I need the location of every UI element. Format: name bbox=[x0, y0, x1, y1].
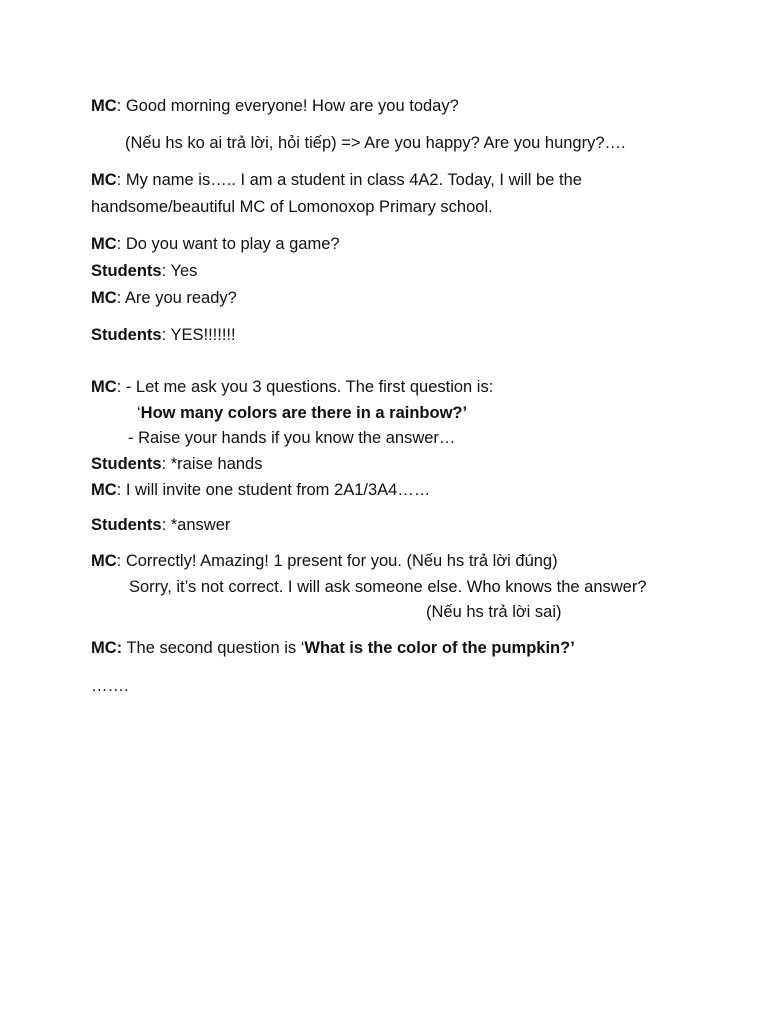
question-text: How many colors are there in a rainbow?’ bbox=[140, 404, 468, 422]
line-incorrect-note bbox=[426, 602, 562, 622]
dialogue-text: : *answer bbox=[161, 516, 231, 534]
dialogue-text: : Do you want to play a game? bbox=[116, 235, 340, 253]
speaker-label: MC bbox=[91, 97, 117, 115]
line-students-raise bbox=[91, 454, 263, 474]
line-second-question bbox=[91, 638, 575, 658]
line-first-question bbox=[137, 403, 467, 423]
line-followup-note bbox=[125, 133, 626, 153]
speaker-label: Students bbox=[91, 516, 162, 534]
line-mc-greeting bbox=[91, 96, 459, 116]
dialogue-text: : YES!!!!!!! bbox=[161, 326, 236, 344]
dialogue-text: : *raise hands bbox=[161, 455, 263, 473]
line-students-yes-loud bbox=[91, 325, 236, 345]
speaker-label: MC bbox=[91, 378, 117, 396]
speaker-label: MC bbox=[91, 235, 117, 253]
line-students-answer bbox=[91, 515, 230, 535]
line-raise-hands bbox=[128, 428, 455, 448]
line-mc-incorrect bbox=[129, 577, 647, 597]
dialogue-text: : - Let me ask you 3 questions. The first question is: bbox=[116, 378, 494, 396]
dialogue-text: Sorry, it’s not correct. I will ask someone else. Who knows the answer? bbox=[129, 578, 647, 596]
speaker-label: MC: bbox=[91, 639, 123, 657]
open-quote: ‘ bbox=[137, 404, 141, 422]
line-mc-correct bbox=[91, 551, 558, 571]
dialogue-text: handsome/beautiful MC of Lomonoxop Primary school. bbox=[91, 198, 493, 216]
dialogue-text: : Correctly! Amazing! 1 present for you. (Nếu hs trả lời đúng) bbox=[116, 552, 558, 570]
speaker-label: MC bbox=[91, 171, 117, 189]
line-mc-invite bbox=[91, 480, 430, 500]
speaker-label: MC bbox=[91, 552, 117, 570]
speaker-label: Students bbox=[91, 455, 162, 473]
speaker-label: Students bbox=[91, 262, 162, 280]
speaker-label: MC bbox=[91, 289, 117, 307]
dialogue-text: : I will invite one student from 2A1/3A4…… bbox=[116, 481, 431, 499]
speaker-label: Students bbox=[91, 326, 162, 344]
dialogue-text: (Nếu hs trả lời sai) bbox=[426, 603, 562, 621]
dialogue-text: The second question is ‘ bbox=[122, 639, 305, 657]
dialogue-text: (Nếu hs ko ai trả lời, hỏi tiếp) => Are you happy? Are you hungry?…. bbox=[125, 134, 626, 152]
dialogue-text: : Good morning everyone! How are you today? bbox=[116, 97, 459, 115]
line-ellipsis bbox=[91, 676, 129, 696]
dialogue-text: : My name is….. I am a student in class 4A2. Today, I will be the bbox=[116, 171, 582, 189]
line-mc-intro-cont bbox=[91, 197, 493, 217]
dialogue-text: : Are you ready? bbox=[116, 289, 237, 307]
line-mc-questions bbox=[91, 377, 493, 397]
line-students-yes bbox=[91, 261, 197, 281]
line-mc-game bbox=[91, 234, 340, 254]
question-text: What is the color of the pumpkin?’ bbox=[304, 639, 575, 657]
speaker-label: MC bbox=[91, 481, 117, 499]
line-mc-intro bbox=[91, 170, 582, 190]
dialogue-text: : Yes bbox=[161, 262, 198, 280]
line-mc-ready bbox=[91, 288, 237, 308]
dialogue-text: ……. bbox=[91, 677, 129, 695]
dialogue-text: - Raise your hands if you know the answer… bbox=[128, 429, 456, 447]
